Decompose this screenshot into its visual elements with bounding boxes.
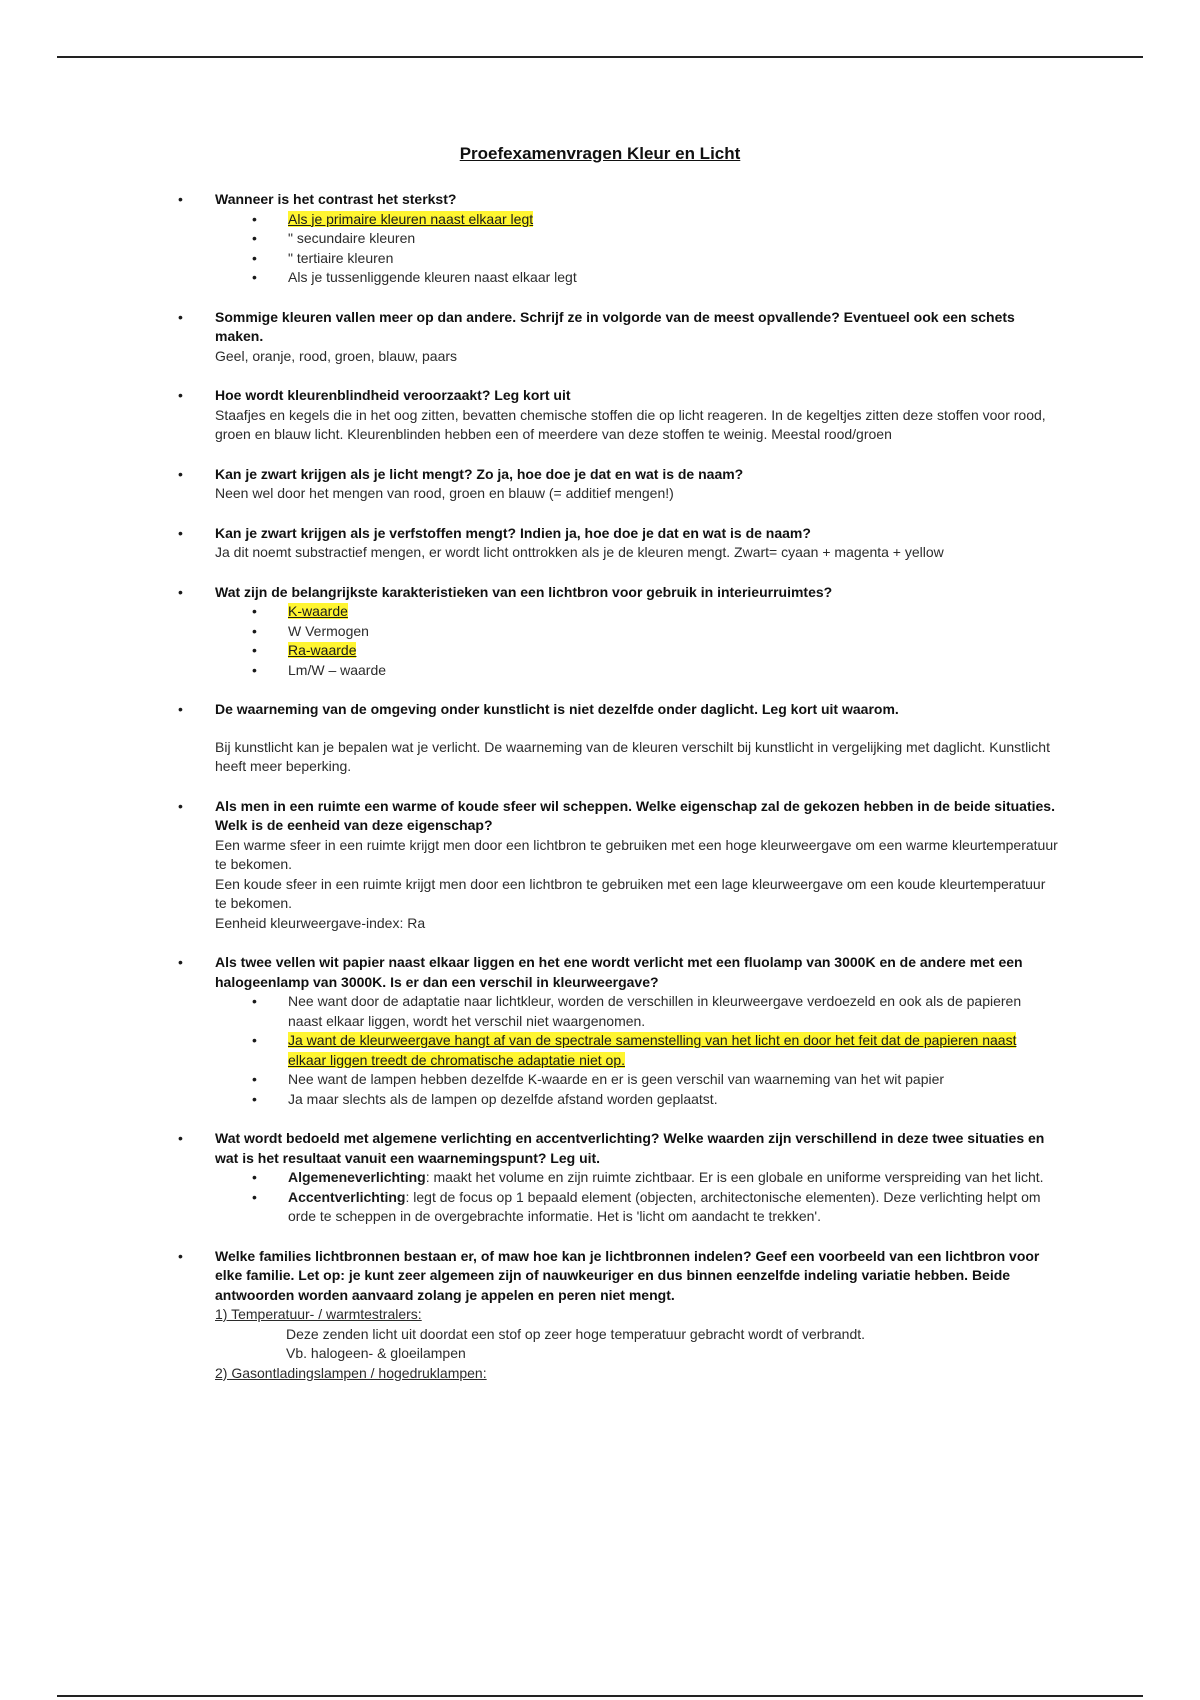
question-3: • Hoe wordt kleurenblindheid veroorzaakt? Leg kort uit Staafjes en kegels die in het oog zitten, bevatten chemische stoffen die op licht reageren. In de kegeltjes zitten deze stoffen voor rood, groen en blauw licht. Kleurenblinden hebben een of meerdere van deze stoffen te weinig. Meestal rood/groen <box>178 386 1058 445</box>
page-title: Proefexamenvragen Kleur en Licht <box>459 144 741 163</box>
question-9: • Als twee vellen wit papier naast elkaar liggen en het ene wordt verlicht met een fluolamp van 3000K en de andere met een halogeenlamp van 3000K. Is er dan een verschil in kleurweergave? • Nee want door de adaptatie naar lichtkleur, worden de verschillen in kleurweergave verdoezeld en ook als de papieren naast elkaar liggen, wordt het verschil niet waargenomen. • Ja want de kleurweergave hangt af van de spectrale samenstelling van het licht en door het feit dat de papieren naast elkaar liggen treedt de chromatische adaptatie niet op. • Nee want de lampen hebben dezelfde K-waarde en er is geen verschil van waarneming van het wit papier • Ja maar slechts als de lampen op dezelfde afstand worden geplaatst. <box>178 953 1058 1109</box>
term: Accentverlichting <box>288 1188 406 1205</box>
family-description: Deze zenden licht uit doordat een stof op zeer hoge temperatuur gebracht wordt of verbrandt. <box>286 1325 866 1342</box>
answer-text: Staafjes en kegels die in het oog zitten, bevatten chemische stoffen die op licht reageren. In de kegeltjes zitten deze stoffen voor rood, groen en blauw licht. Kleurenblinden hebben een of meerdere van deze stoffen te weinig. Meestal rood/groen <box>215 406 1046 442</box>
option-list <box>215 992 1058 1109</box>
option-item: • W Vermogen <box>252 622 369 639</box>
question-text: De waarneming van de omgeving onder kunstlicht is niet dezelfde onder daglicht. Leg kort uit waarom. <box>215 701 899 717</box>
question-5: • Kan je zwart krijgen als je verfstoffen mengt? Indien ja, hoe doe je dat en wat is de naam? Ja dit noemt substractief mengen, er wordt licht onttrokken als je de kleuren mengt. Zwart= cyaan + magenta + yellow <box>178 524 1058 563</box>
question-7: • De waarneming van de omgeving onder kunstlicht is niet dezelfde onder daglicht. Leg kort uit waarom. Bij kunstlicht kan je bepalen wat je verlicht. De waarneming van de kleuren verschilt bij kunstlicht in vergelijking met daglicht. Kunstlicht heeft meer beperking. <box>178 700 1058 777</box>
family-heading: 1) Temperatuur- / warmtestralers: <box>215 1306 422 1322</box>
option-item: • Ja maar slechts als de lampen op dezelfde afstand worden geplaatst. <box>252 1090 718 1107</box>
option-list <box>215 602 1058 680</box>
question-text: Kan je zwart krijgen als je verfstoffen mengt? Indien ja, hoe doe je dat en wat is de naam? <box>215 524 811 541</box>
question-text: Wat zijn de belangrijkste karakteristieken van een lichtbron voor gebruik in interieurruimtes? <box>215 583 833 600</box>
header-rule <box>57 56 1143 58</box>
highlighted-answer: Als je primaire kleuren naast elkaar legt <box>288 210 534 227</box>
highlighted-answer: Ja want de kleurweergave hangt af van de spectrale samenstelling van het licht en door het feit dat de papieren naast elkaar liggen treedt de chromatische adaptatie niet op. <box>288 1032 1017 1068</box>
option-item: • Nee want de lampen hebben dezelfde K-waarde en er is geen verschil van waarneming van het wit papier <box>252 1071 945 1087</box>
answer-text: Een koude sfeer in een ruimte krijgt men door een lichtbron te gebruiken met een lage kleurweergave om een koude kleurtemperatuur te bekomen. <box>215 875 1046 911</box>
highlighted-answer: Ra-waarde <box>288 642 357 658</box>
question-text: Wat wordt bedoeld met algemene verlichting en accentverlichting? Welke waarden zijn verschillend in deze twee situaties en wat is het resultaat vanuit een waarnemingspunt? Leg uit. <box>215 1130 1045 1166</box>
option-item: • Als je tussenliggende kleuren naast elkaar legt <box>252 269 577 285</box>
question-11: • Welke families lichtbronnen bestaan er, of maw hoe kan je lichtbronnen indelen? Geef een voorbeeld van een lichtbron voor elke familie. Let op: je kunt zeer algemeen zijn of nauwkeuriger en dus binnen eenzelfde indeling variatie hebben. Beide antwoorden worden aanvaard zolang je appelen en peren niet mengt. 1) Temperatuur- / warmtestralers: Deze zenden licht uit doordat een stof op zeer hoge temperatuur gebracht wordt of verbrandt. Vb. halogeen- & gloeilampen 2) Gasontladingslampen / hogedruklampen: <box>178 1247 1058 1384</box>
option-item: • Ja want de kleurweergave hangt af van de spectrale samenstelling van het licht en door het feit dat de papieren naast elkaar liggen treedt de chromatische adaptatie niet op. <box>252 1032 1017 1068</box>
option-item: • Ra-waarde <box>252 642 357 658</box>
definition-item: • Algemeneverlichting: maakt het volume en zijn ruimte zichtbaar. Er is een globale en uniforme verspreiding van het licht. <box>252 1169 1044 1185</box>
footer-rule <box>57 1695 1143 1697</box>
option-item: • K-waarde <box>252 603 348 619</box>
definition-item: • Accentverlichting: legt de focus op 1 bepaald element (objecten, architectonische elementen). Deze verlichting helpt om orde te scheppen in de overgebrachte informatie. Het is 'licht om aandacht te trekken'. <box>252 1188 1041 1224</box>
question-text: Als twee vellen wit papier naast elkaar liggen en het ene wordt verlicht met een fluolamp van 3000K en de andere met een halogeenlamp van 3000K. Is er dan een verschil in kleurweergave? <box>215 954 1023 990</box>
question-1 <box>178 190 1058 288</box>
option-list <box>215 1168 1058 1227</box>
question-6: • Wat zijn de belangrijkste karakteristieken van een lichtbron voor gebruik in interieurruimtes? • K-waarde • W Vermogen • Ra-waarde • Lm/W – waarde <box>178 583 1058 681</box>
question-list <box>178 190 1058 1403</box>
question-text: Sommige kleuren vallen meer op dan andere. Schrijf ze in volgorde van de meest opvallende? Eventueel ook een schets maken. <box>215 308 1015 344</box>
question-text: Als men in een ruimte een warme of koude sfeer wil scheppen. Welke eigenschap zal de gekozen hebben in de beide situaties. Welk is de eenheid van deze eigenschap? <box>215 797 1055 833</box>
bullet: • <box>178 191 183 207</box>
question-10: • Wat wordt bedoeld met algemene verlichting en accentverlichting? Welke waarden zijn verschillend in deze twee situaties en wat is het resultaat vanuit een waarnemingspunt? Leg uit. • Algemeneverlichting: maakt het volume en zijn ruimte zichtbaar. Er is een globale en uniforme verspreiding van het licht. • Accentverlichting: legt de focus op 1 bepaald element (objecten, architectonische elementen). Deze verlichting helpt om orde te scheppen in de overgebrachte informatie. Het is 'licht om aandacht te trekken'. <box>178 1129 1058 1227</box>
question-text: Wanneer is het contrast het sterkst? <box>215 191 457 207</box>
answer-text: Geel, oranje, rood, groen, blauw, paars <box>215 347 458 364</box>
answer-text: Eenheid kleurweergave-index: Ra <box>215 914 426 931</box>
question-text: Welke families lichtbronnen bestaan er, of maw hoe kan je lichtbronnen indelen? Geef een voorbeeld van een lichtbron voor elke familie. Let op: je kunt zeer algemeen zijn of nauwkeuriger en dus binnen eenzelfde indeling variatie hebben. Beide antwoorden worden aanvaard zolang je appelen en peren niet mengt. <box>215 1247 1040 1303</box>
answer-text: Een warme sfeer in een ruimte krijgt men door een lichtbron te gebruiken met een hoge kleurweergave om een warme kleurtemperatuur te bekomen. <box>215 836 1058 872</box>
option-item: • Lm/W – waarde <box>252 661 387 678</box>
family-heading: 2) Gasontladingslampen / hogedruklampen: <box>215 1364 487 1381</box>
question-8: • Als men in een ruimte een warme of koude sfeer wil scheppen. Welke eigenschap zal de gekozen hebben in de beide situaties. Welk is de eenheid van deze eigenschap? Een warme sfeer in een ruimte krijgt men door een lichtbron te gebruiken met een hoge kleurweergave om een warme kleurtemperatuur te bekomen. Een koude sfeer in een ruimte krijgt men door een lichtbron te gebruiken met een lage kleurweergave om een koude kleurtemperatuur te bekomen. Eenheid kleurweergave-index: Ra <box>178 797 1058 934</box>
question-text: Kan je zwart krijgen als je licht mengt? Zo ja, hoe doe je dat en wat is de naam? <box>215 465 744 482</box>
option-item: • Als je primaire kleuren naast elkaar legt <box>252 210 534 227</box>
highlighted-answer: K-waarde <box>288 603 348 619</box>
option-list <box>215 210 1058 288</box>
answer-text: Neen wel door het mengen van rood, groen en blauw (= additief mengen!) <box>215 485 674 501</box>
option-item: • " tertiaire kleuren <box>252 249 394 266</box>
term: Algemeneverlichting <box>288 1169 426 1185</box>
question-text: Hoe wordt kleurenblindheid veroorzaakt? Leg kort uit <box>215 387 571 403</box>
family-example: Vb. halogeen- & gloeilampen <box>286 1345 466 1361</box>
option-item: • Nee want door de adaptatie naar lichtkleur, worden de verschillen in kleurweergave verdoezeld en ook als de papieren naast elkaar liggen, wordt het verschil niet waargenomen. <box>252 993 1022 1029</box>
answer-text: Ja dit noemt substractief mengen, er wordt licht onttrokken als je de kleuren mengt. Zwart= cyaan + magenta + yellow <box>215 544 944 560</box>
question-2: • Sommige kleuren vallen meer op dan andere. Schrijf ze in volgorde van de meest opvallende? Eventueel ook een schets maken. Geel, oranje, rood, groen, blauw, paars <box>178 308 1058 367</box>
option-item: • " secundaire kleuren <box>252 230 416 246</box>
question-4: • Kan je zwart krijgen als je licht mengt? Zo ja, hoe doe je dat en wat is de naam? Neen wel door het mengen van rood, groen en blauw (= additief mengen!) <box>178 465 1058 504</box>
answer-text: Bij kunstlicht kan je bepalen wat je verlicht. De waarneming van de kleuren verschilt bij kunstlicht in vergelijking met daglicht. Kunstlicht heeft meer beperking. <box>215 738 1050 774</box>
